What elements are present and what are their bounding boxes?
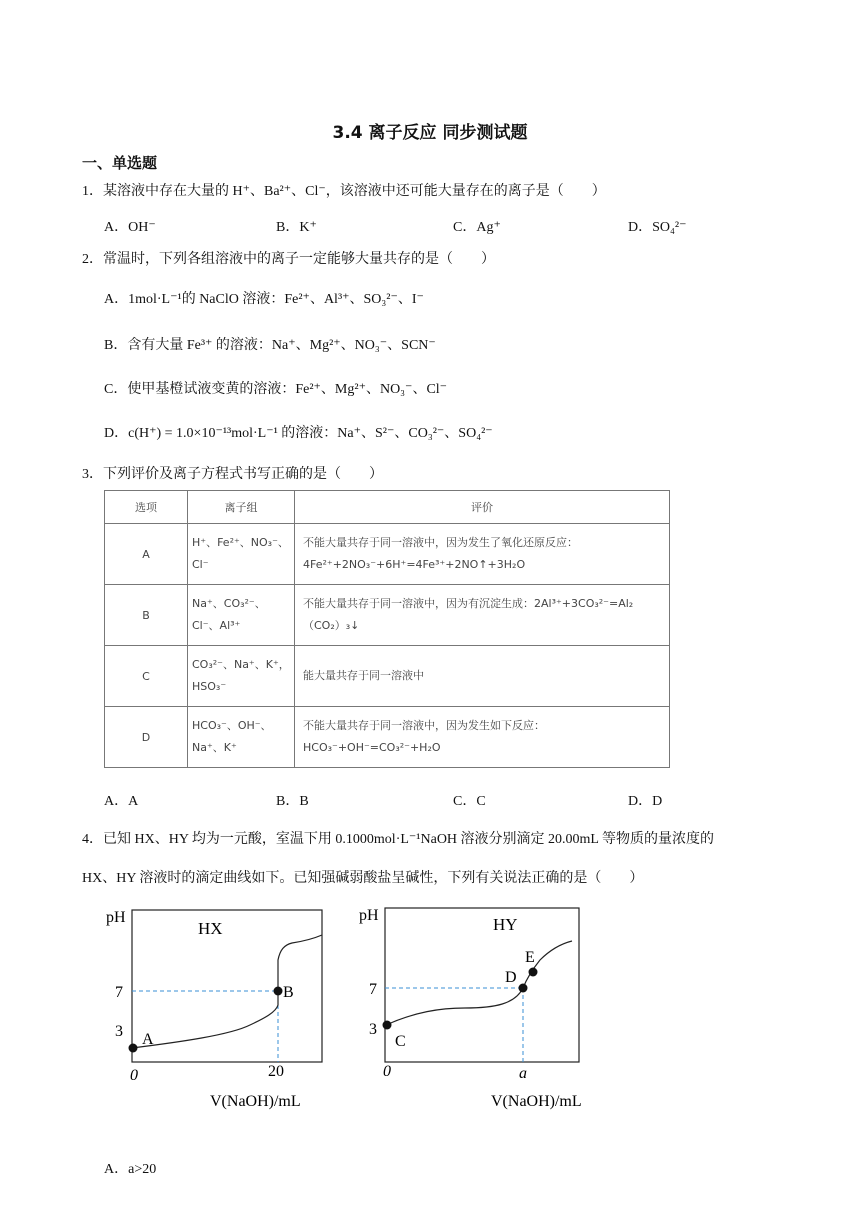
table-cell-option: D <box>105 707 188 768</box>
evaluation-table <box>104 490 670 768</box>
hx-label: HX <box>198 919 223 938</box>
hx-ylabel: pH <box>106 909 126 926</box>
hx-titration-graph <box>100 900 340 1120</box>
hy-point-d <box>519 984 528 993</box>
section-heading: 一、单选题 <box>82 154 158 172</box>
table-cell-eval: 不能大量共存于同一溶液中，因为发生如下反应：HCO₃⁻+OH⁻=CO₃²⁻+H₂O <box>295 707 670 768</box>
hx-point-b <box>274 987 283 996</box>
q1-option-a: A．OH⁻ <box>104 220 156 235</box>
hy-point-c-label: C <box>395 1033 406 1050</box>
hy-curve <box>386 941 572 1025</box>
hx-ytick-7: 7 <box>115 984 123 1001</box>
hy-label: HY <box>493 915 518 934</box>
question-1-stem: 1．某溶液中存在大量的 H⁺、Ba²⁺、Cl⁻，该溶液中还可能大量存在的离子是（ ） <box>82 184 606 199</box>
table-cell-option: A <box>105 524 188 585</box>
question-4-stem-line1: 4．已知 HX、HY 均为一元酸，室温下用 0.1000mol·L⁻¹NaOH 溶液分别滴定 20.00mL 等物质的量浓度的 <box>82 832 714 847</box>
table-cell-ions: CO₃²⁻、Na⁺、K⁺，HSO₃⁻ <box>188 646 295 707</box>
table-header-ions: 离子组 <box>188 491 295 524</box>
q1-option-c: C．Ag⁺ <box>453 220 501 235</box>
table-cell-option: C <box>105 646 188 707</box>
table-cell-ions: H⁺、Fe²⁺、NO₃⁻、Cl⁻ <box>188 524 295 585</box>
hx-point-a <box>129 1044 138 1053</box>
hx-xtick-0: 0 <box>130 1067 138 1084</box>
hx-xlabel: V(NaOH)/mL <box>210 1093 301 1110</box>
hy-xtick-a: a <box>519 1065 527 1082</box>
hy-ylabel: pH <box>359 907 379 924</box>
table-header-eval: 评价 <box>295 491 670 524</box>
q2-option-b: B．含有大量 Fe³⁺ 的溶液：Na⁺、Mg²⁺、NO₃⁻、SCN⁻ <box>104 338 436 353</box>
q3-option-b: B．B <box>276 794 309 809</box>
q3-option-a: A．A <box>104 794 139 809</box>
q1-option-d: D．SO₄²⁻ <box>628 220 687 235</box>
question-3-stem: 3．下列评价及离子方程式书写正确的是（ ） <box>82 467 383 482</box>
q2-option-c: C．使甲基橙试液变黄的溶液：Fe²⁺、Mg²⁺、NO₃⁻、Cl⁻ <box>104 382 448 397</box>
page-title: 3.4 离子反应 同步测试题 <box>332 123 528 143</box>
table-row <box>105 707 670 768</box>
hy-titration-graph <box>355 900 605 1120</box>
hy-xlabel: V(NaOH)/mL <box>491 1093 582 1110</box>
hx-xtick-20: 20 <box>268 1063 284 1080</box>
q3-option-c: C．C <box>453 794 486 809</box>
hy-point-c <box>383 1021 392 1030</box>
table-row <box>105 646 670 707</box>
hx-point-b-label: B <box>283 984 294 1001</box>
table-cell-eval: 不能大量共存于同一溶液中，因为有沉淀生成：2Al³⁺+3CO₃²⁻=Al₂（CO₂）₃↓ <box>295 585 670 646</box>
table-cell-option: B <box>105 585 188 646</box>
hy-point-e <box>529 968 538 977</box>
hy-ytick-7: 7 <box>369 981 377 998</box>
hx-point-a-label: A <box>142 1031 154 1048</box>
hy-point-d-label: D <box>505 969 517 986</box>
table-cell-eval: 能大量共存于同一溶液中 <box>295 646 670 707</box>
q2-option-d: D．c(H⁺) = 1.0×10⁻¹³mol·L⁻¹ 的溶液：Na⁺、S²⁻、CO₃²⁻、SO₄²⁻ <box>104 426 493 441</box>
hx-ytick-3: 3 <box>115 1023 123 1040</box>
q2-option-a: A．1mol·L⁻¹的 NaClO 溶液：Fe²⁺、Al³⁺、SO₃²⁻、I⁻ <box>104 292 424 307</box>
q1-option-b: B．K⁺ <box>276 220 317 235</box>
question-2-stem: 2．常温时，下列各组溶液中的离子一定能够大量共存的是（ ） <box>82 252 495 267</box>
hy-xtick-0: 0 <box>383 1063 391 1080</box>
table-row <box>105 585 670 646</box>
hy-point-e-label: E <box>525 949 535 966</box>
table-cell-ions: HCO₃⁻、OH⁻、Na⁺、K⁺ <box>188 707 295 768</box>
hy-graph-frame <box>385 908 579 1062</box>
table-row <box>105 524 670 585</box>
table-header-option: 选项 <box>105 491 188 524</box>
q4-option-a: A．a>20 <box>104 1162 157 1177</box>
table-cell-ions: Na⁺、CO₃²⁻、Cl⁻、Al³⁺ <box>188 585 295 646</box>
table-cell-eval: 不能大量共存于同一溶液中，因为发生了氧化还原反应：4Fe²⁺+2NO₃⁻+6H⁺=4Fe³⁺+2NO↑+3H₂O <box>295 524 670 585</box>
q3-option-d: D．D <box>628 794 663 809</box>
hy-ytick-3: 3 <box>369 1021 377 1038</box>
question-4-stem-line2: HX、HY 溶液时的滴定曲线如下。已知强碱弱酸盐呈碱性，下列有关说法正确的是（ ） <box>82 871 644 886</box>
